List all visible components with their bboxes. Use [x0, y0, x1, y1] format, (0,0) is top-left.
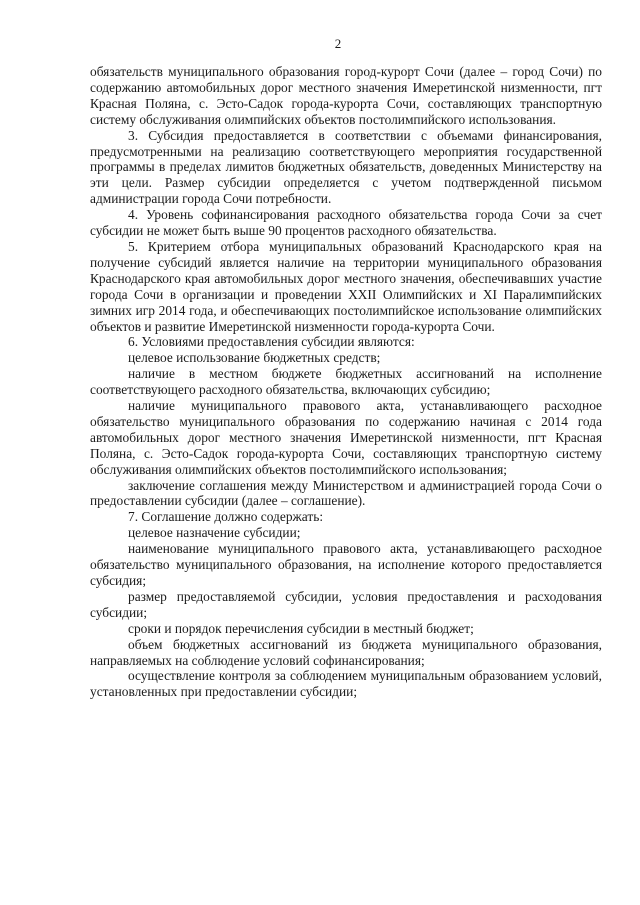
document-body: [90, 64, 602, 700]
paragraph-clause-3: 3. Субсидия предоставляется в соответствии с объемами финансирования, предусмотренными на реализацию соответствующего мероприятия государственной программы в пределах лимитов бюджетных обязательств, доведенных Министерству на эти цели. Размер субсидии определяется с учетом подтвержденной письмом администрации города Сочи потребности.: [90, 127, 602, 207]
condition-item: наличие муниципального правового акта, устанавливающего расходное обязательство муниципального образования по содержанию начиная с 2014 года автомобильных дорог местного значения Имеретинской низменности, пгт Красная Поляна, с. Эсто-Садок города-курорта Сочи, составляющих транспортную систему обслуживания олимпийских объектов постолимпийского использования;: [90, 398, 602, 477]
condition-item: заключение соглашения между Министерством и администрацией города Сочи о предоставлении субсидии (далее – соглашение).: [90, 477, 602, 509]
paragraph-continuation: обязательств муниципального образования город-курорт Сочи (далее – город Сочи) по содержанию автомобильных дорог местного значения Имеретинской низменности, пгт Красная Поляна, с. Эсто-Садок города-курорта Сочи, составляющих транспортную систему обслуживания олимпийских объектов постолимпийского использования.: [90, 64, 602, 127]
paragraph-clause-4: 4. Уровень софинансирования расходного обязательства города Сочи за счет субсидии не может быть выше 90 процентов расходного обязательства.: [90, 207, 602, 239]
agreement-item: осуществление контроля за соблюдением муниципальным образованием условий, установленных при предоставлении субсидии;: [90, 668, 602, 700]
condition-item: наличие в местном бюджете бюджетных ассигнований на исполнение соответствующего расходного обязательства, включающих субсидию;: [90, 366, 602, 398]
agreement-item: наименование муниципального правового акта, устанавливающего расходное обязательство муниципального образования, на исполнение которого предоставляется субсидия;: [90, 541, 602, 588]
paragraph-clause-5: 5. Критерием отбора муниципальных образований Краснодарского края на получение субсидий является наличие на территории муниципального образования Краснодарского края автомобильных дорог местного значения, обеспечивавших участие города Сочи в организации и проведении XXII Олимпийских и XI Паралимпийских зимних игр 2014 года, и обеспечивающих постолимпийское использование олимпийских объектов и развитие Имеретинской низменности города-курорта Сочи.: [90, 238, 602, 334]
agreement-item: объем бюджетных ассигнований из бюджета муниципального образования, направляемых на соблюдение условий софинансирования;: [90, 636, 602, 668]
agreement-item: размер предоставляемой субсидии, условия предоставления и расходования субсидии;: [90, 588, 602, 620]
agreement-item: сроки и порядок перечисления субсидии в местный бюджет;: [128, 620, 474, 636]
agreement-item: целевое назначение субсидии;: [128, 525, 301, 541]
condition-item: целевое использование бюджетных средств;: [128, 350, 381, 366]
paragraph-clause-7: 7. Соглашение должно содержать:: [128, 509, 324, 525]
paragraph-clause-6: 6. Условиями предоставления субсидии являются:: [128, 334, 415, 350]
page-number: 2: [334, 36, 342, 51]
